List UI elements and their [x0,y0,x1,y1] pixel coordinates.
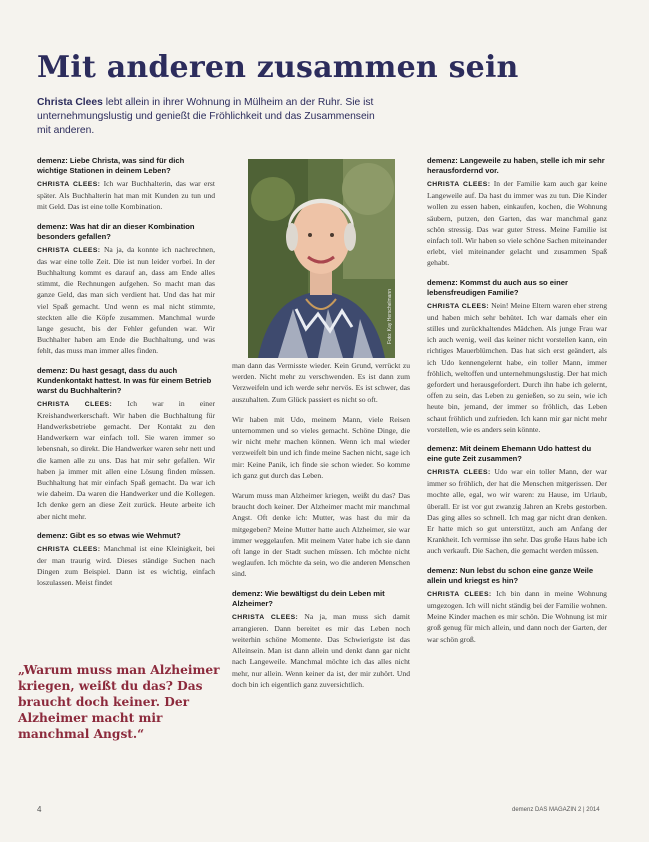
speaker-label: CHRISTA CLEES: [427,469,491,477]
speaker-label: CHRISTA CLEES: [427,302,490,310]
photo-credit: Foto: Kay Herschelmann [387,288,393,344]
answer-text: Manchmal ist eine Kleinigkeit, bei der man traurig wird. Dieses ständige Suchen nach Dingen zum Beispiel. Dann ist es wichtig, einfach loszulassen. Meist findet [37,543,216,588]
answer [37,178,215,213]
qa-block [37,156,215,213]
column-middle [232,360,410,699]
answer [232,611,410,690]
answer [37,543,215,589]
question: demenz: Liebe Christa, was sind für dich wichtige Stationen in deinem Leben? [37,156,185,175]
portrait-photo [248,159,395,358]
qa-block [232,589,410,690]
speaker-label: CHRISTA CLEES: [427,181,491,188]
column-left [37,156,215,598]
answer-text: In der Familie kam auch gar keine Langeweile auf. Da hast du immer was zu tun. Die Kinder wollen zu essen haben, einkaufen, kochen, die Wohnung säubern, putzen, den Garten, das war manchmal ganz schön stressig. Das war guter Stress. Meine Familie ist einfach toll. Wir haben so viele schöne Sachen miteinander erlebt, viel miteinander gelacht und zusammen Spaß gehabt. [427,179,607,268]
question: demenz: Langeweile zu haben, stelle ich mir sehr herausfordernd vor. [427,156,605,175]
answer-text: Udo war ein toller Mann, der war immer so fröhlich, der hat die Menschen mitgerissen. Der mochte alle, egal, wo wir waren: zu Hause, im Urlaub, überall. Er ist vor gut zwanzig Jahren an Krebs gestorben. Das ging alles so schnell. Ich mag gar nicht dran denken. Er hatte mich so gut unterstützt, auch am Anfang der Krankheit. Ich vermisse ihn sehr. Das große Haus habe ich auch verkauft. Die Sachen, die gemacht werden müssen. [427,467,607,556]
speaker-label: CHRISTA CLEES: [232,613,299,621]
page-title: Mit anderen zusammen sein [37,50,519,85]
qa-block [37,531,215,589]
answer-text: Ich bin dann in meine Wohnung umgezogen. Ich will nicht ständig bei der Familie wohnen. Meine Kinder machen es mir schön. Die Wohnung ist mir groß genug für mich allein, und dann noch der Garten, der war schön groß. [427,588,607,644]
answer [427,588,607,645]
question: demenz: Wie bewältigst du dein Leben mit Alzheimer? [232,588,385,608]
intro-paragraph [37,96,377,138]
speaker-label: CHRISTA CLEES: [37,545,101,553]
answer [427,466,607,557]
intro-text: lebt allein in ihrer Wohnung in Mülheim an der Ruhr. Sie ist unternehmungslustig und genießt die Fröhlichkeit und das Zusammensein mit anderen. [37,97,375,136]
paragraph: man dann das Vermisste wieder. Kein Grund, verrückt zu werden. Nicht mehr zu verschwenden. Es ist dann zum Verzweifeln und ich werde sehr nervös. Es ist schwer, das auszuhalten. Zum Glück passiert es nicht so oft. [232,361,410,404]
question: demenz: Nun lebst du schon eine ganze Weile allein und kriegst es hin? [427,565,594,585]
answer-text: Nein! Meine Eltern waren eher streng und haben mich sehr behütet. Ich war damals eher ein stilles und zurückhaltendes Mädchen. Als junge Frau war ich auch wenig, weil das keiner nicht vorstellen kann, ein richtiges Mauerblümchen. Das hat sich erst geändert, als ich Udo kennengelernt habe, ein toller Mann, immer fröhlich, weltoffen und unternehmungslustig. Der hat mich gefordert und herausgefordert. Durch ihn habe ich gelernt, offen zu sein, das Leben zu genießen, so zu sein, wie ich heute bin, jemand, der immer so fröhlich, das Leben schaut fröhlich und zufrieden. Ich kann mir gar nicht mehr vorstellen, wie es anders sein könnte. [427,300,607,434]
pull-quote: „Warum muss man Alzheimer kriegen, weißt du das? Das braucht doch keiner. Der Alzheimer macht mir manchmal Angst.“ [18,663,220,741]
answer-text: Na ja, man muss sich damit arrangieren. Dann bereitet es mir das Leben noch weiterhin schöne Momente. Das Schwierigste ist das Alleinsein. Man ist dann allein und denkt dann gar nicht nach Langeweile. Manchmal möchte ich das alles nicht mehr, nur allein. Wenn keiner da ist, der mir zuhört. Und doch bin ich eigentlich ganz zuversichtlich. [232,611,410,689]
question: demenz: Kommst du auch aus so einer lebensfreudigen Familie? [427,277,568,297]
speaker-label: CHRISTA CLEES: [37,181,101,188]
qa-block [427,156,607,269]
speaker-label: CHRISTA CLEES: [37,246,101,254]
paragraph: Wir haben mit Udo, meinem Mann, viele Reisen unternommen und so vieles gemacht. Schöne Dinge, die wir nicht mehr machen können. Wenn ich mal wieder verzweifelt bin und ich finde meine Sachen nicht, sage ich mir: Keine Panik, ich finde sie schon wieder. So komme ich ganz gut durch das Leben. [232,414,410,480]
qa-block [427,278,607,435]
paragraph: Warum muss man Alzheimer kriegen, weißt du das? Das braucht doch keiner. Der Alzheimer macht mir manchmal Angst. Oft denke ich: Mutter, was hast du mir da mitgegeben? Meine Mutter hatte auch Alzheimer, sie war immer weggelaufen. Mit meinem Vater habe ich sie dann oft lange in der Stadt suchen müssen. Ich möchte nicht weglaufen. Ich möchte da sein, wo die anderen Menschen sind. [232,491,410,579]
answer [37,244,215,357]
column-right [427,156,607,654]
qa-block [427,566,607,645]
answer [37,398,215,522]
answer [427,300,607,435]
page-number: 4 [37,805,42,814]
question: demenz: Mit deinem Ehemann Udo hattest du eine gute Zeit zusammen? [427,444,592,464]
answer-text: Ich war Buchhalterin, das war erst später. Als Buchhalterin hat man mit Kunden zu tun und mit Geld. Das ist eine tolle Kombination. [37,179,215,212]
answer-text: Ich war in einer Kreishandwerkerschaft. Wir haben die Buchhaltung für Handwerksbetriebe gemacht. Der Kontakt zu den Handwerkern war einfach toll. Sie waren immer so lebensnah, so direkt. Die Handwerker waren sehr nett und die kamen alle zu uns. Das hat mir sehr gefallen. Wir haben ja immer mit allen eine Lösung finden müssen. Buchhaltung hat mir einfach Spaß gemacht. Da war ich wie daheim. Da waren die Handwerker und die Kollegen. Ich denke gern an diese Zeit zurück. Heute arbeite ich aber nicht mehr. [37,398,215,521]
question: demenz: Gibt es so etwas wie Wehmut? [37,530,181,540]
qa-block [37,222,215,357]
intro-name: Christa Clees [37,97,103,108]
answer [427,178,607,269]
question: demenz: Du hast gesagt, dass du auch Kundenkontakt hattest. In was für einem Betrieb warst du Buchhalterin? [37,365,212,395]
qa-block [37,366,215,522]
speaker-label: CHRISTA CLEES: [427,590,492,598]
question: demenz: Was hat dir an dieser Kombination besonders gefallen? [37,221,195,241]
portrait-illustration [248,159,395,358]
answer-text: Na ja, da konnte ich nachrechnen, das war eine tolle Zeit. Die ist nun leider vorbei. In der Buchhaltung kommt es darauf an, dass am Ende alles stimmt, die Rechnungen aufgehen. So macht man das ganze Geld, das man sich verdient hat. Und das hat mir viel Spaß gemacht. Und wenn es mal nicht stimmte, steckten alle die Köpfe zusammen. Manchmal wurde lange gesucht, bis der Fehler gefunden war. Wir Buchhalter haben am Ende die Buchhaltung, und was fehlt, das muss man immer alles finden. [37,244,215,356]
speaker-label: CHRISTA CLEES: [37,400,113,408]
qa-block [427,444,607,557]
magazine-footer: demenz DAS MAGAZIN 2 | 2014 [512,807,600,813]
